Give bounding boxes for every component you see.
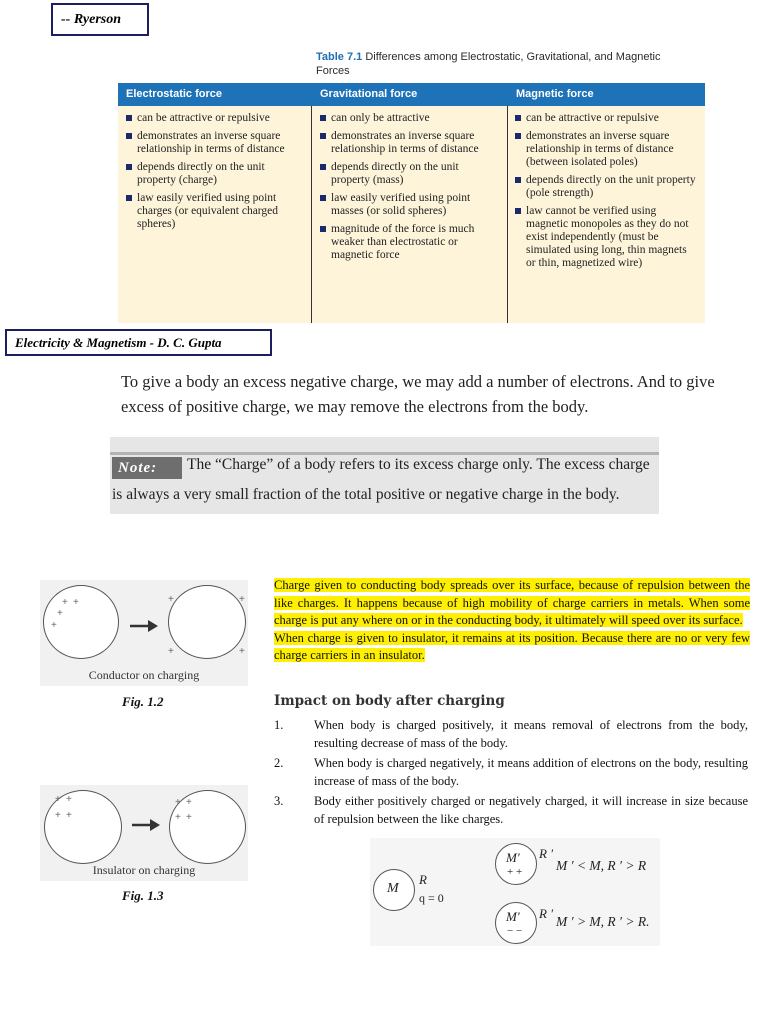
table-cell: can be attractive or repulsive bbox=[126, 112, 306, 125]
table-cell: law easily verified using point charges (or equivalent charged spheres) bbox=[126, 192, 306, 231]
highlight-conductor: Charge given to conducting body spreads over its surface, because of repulsion between the like charges. It happens because of high mobility of charge carriers in metals. When some charge is put any where on or in the conducting body, it ultimately will speed over its surface. bbox=[274, 578, 750, 627]
charge-paragraph: To give a body an excess negative charge, we may add a number of electrons. And to give excess of positive charge, we may remove the electrons from the body. bbox=[121, 372, 715, 416]
figure-conductor bbox=[40, 580, 248, 686]
positive-mass-label: M′ bbox=[506, 850, 520, 865]
plus-sign: + bbox=[175, 797, 181, 808]
plus-sign: + bbox=[168, 646, 174, 657]
table-number: Table 7.1 bbox=[316, 51, 363, 63]
source-label-ryerson bbox=[51, 3, 149, 36]
table-header-gravitational: Gravitational force bbox=[320, 88, 418, 100]
table-cell: magnitude of the force is much weaker than electrostatic or magnetic force bbox=[320, 223, 500, 262]
table-cell: can be attractive or repulsive bbox=[515, 112, 697, 125]
plus-sign: + bbox=[186, 797, 192, 808]
plus-sign: + bbox=[55, 810, 61, 821]
table-caption bbox=[316, 50, 676, 78]
table-header-magnetic: Magnetic force bbox=[516, 88, 594, 100]
right-arrow-icon bbox=[130, 620, 158, 632]
plus-sign: + bbox=[66, 810, 72, 821]
source-gupta-text: Electricity & Magnetism - D. C. Gupta bbox=[15, 334, 222, 350]
list-item bbox=[274, 717, 748, 752]
mass-radius-diagram bbox=[370, 838, 660, 946]
plus-sign: + bbox=[239, 594, 245, 605]
highlighted-notes bbox=[274, 577, 750, 665]
table-column-gravitational bbox=[320, 112, 500, 267]
plus-sign: + bbox=[66, 794, 72, 805]
plus-sign: + bbox=[168, 594, 174, 605]
table-cell: depends directly on the unit property (pole strength) bbox=[515, 174, 697, 200]
plus-sign: + bbox=[62, 597, 68, 608]
figure-number-1-2: Fig. 1.2 bbox=[122, 694, 164, 709]
list-text: When body is charged negatively, it means addition of electrons on the body, resulting increase of mass of the body. bbox=[314, 756, 748, 788]
table-cell: demonstrates an inverse square relationship in terms of distance bbox=[126, 130, 306, 156]
neutral-charge-label: q = 0 bbox=[419, 891, 444, 905]
plus-sign: + bbox=[51, 620, 57, 631]
right-arrow-icon bbox=[132, 819, 160, 831]
table-cell: depends directly on the unit property (mass) bbox=[320, 161, 500, 187]
table-cell: demonstrates an inverse square relationship in terms of distance bbox=[320, 130, 500, 156]
highlight-insulator: When charge is given to insulator, it remains at its position. Because there are no or very few charge carriers in an insulator. bbox=[274, 630, 750, 662]
table-header-row bbox=[118, 83, 705, 106]
table-divider bbox=[311, 106, 312, 323]
table-cell: law easily verified using point masses (or solid spheres) bbox=[320, 192, 500, 218]
list-text: When body is charged positively, it means removal of electrons from the body, resulting decrease of mass of the body. bbox=[314, 718, 748, 750]
list-item bbox=[274, 755, 748, 790]
table-cell: can only be attractive bbox=[320, 112, 500, 125]
table-caption-text: Differences among Electrostatic, Gravitational, and Magnetic Forces bbox=[316, 51, 661, 77]
table-cell: demonstrates an inverse square relationship in terms of distance (between isolated poles) bbox=[515, 130, 697, 169]
plus-sign: + bbox=[55, 794, 61, 805]
list-number: 2. bbox=[274, 756, 284, 770]
note-line-2: is always a very small fraction of the total positive or negative charge in the body. bbox=[112, 486, 620, 503]
note-box bbox=[110, 437, 659, 514]
table-divider bbox=[507, 106, 508, 323]
source-ryerson-text: -- Ryerson bbox=[61, 11, 122, 27]
table-header-electrostatic: Electrostatic force bbox=[126, 88, 222, 100]
table-column-electrostatic bbox=[126, 112, 306, 236]
list-number: 1. bbox=[274, 718, 284, 732]
impact-list bbox=[274, 717, 748, 831]
figure-caption-conductor: Conductor on charging bbox=[88, 668, 200, 682]
negative-charges: − − bbox=[507, 925, 523, 937]
table-column-magnetic bbox=[515, 112, 697, 275]
positive-relation: M ′ < M, R ′ > R bbox=[556, 858, 647, 873]
plus-sign: + bbox=[175, 812, 181, 823]
table-cell: law cannot be verified using magnetic monopoles as they do not exist independently (must be simulated using long, thin magnets or thin, magnetized wire) bbox=[515, 205, 697, 270]
plus-sign: + bbox=[186, 812, 192, 823]
plus-sign: + bbox=[239, 646, 245, 657]
source-label-gupta bbox=[5, 329, 272, 356]
plus-sign: + bbox=[73, 597, 79, 608]
neutral-mass-label: M bbox=[387, 881, 399, 896]
table-cell: depends directly on the unit property (charge) bbox=[126, 161, 306, 187]
figure-insulator bbox=[40, 785, 248, 881]
note-tag: Note: bbox=[112, 457, 182, 479]
conductor-sphere-after bbox=[168, 585, 246, 659]
positive-charges: + + bbox=[507, 866, 523, 878]
note-line-1: The “Charge” of a body refers to its excess charge only. The excess charge bbox=[187, 456, 650, 473]
neutral-radius-label: R bbox=[419, 872, 427, 887]
impact-heading: Impact on body after charging bbox=[274, 693, 505, 709]
figure-number-1-3: Fig. 1.3 bbox=[122, 888, 164, 903]
negative-mass-label: M′ bbox=[506, 909, 520, 924]
forces-table bbox=[118, 83, 705, 323]
negative-radius-label: R ′ bbox=[539, 906, 554, 921]
list-number: 3. bbox=[274, 794, 284, 808]
figure-caption-insulator: Insulator on charging bbox=[92, 863, 196, 877]
positive-radius-label: R ′ bbox=[539, 846, 554, 861]
negative-relation: M ′ > M, R ′ > R. bbox=[556, 914, 650, 929]
list-item bbox=[274, 793, 748, 828]
list-text: Body either positively charged or negatively charged, it will increase in size because of repulsion between the like charges. bbox=[314, 794, 748, 826]
plus-sign: + bbox=[57, 608, 63, 619]
